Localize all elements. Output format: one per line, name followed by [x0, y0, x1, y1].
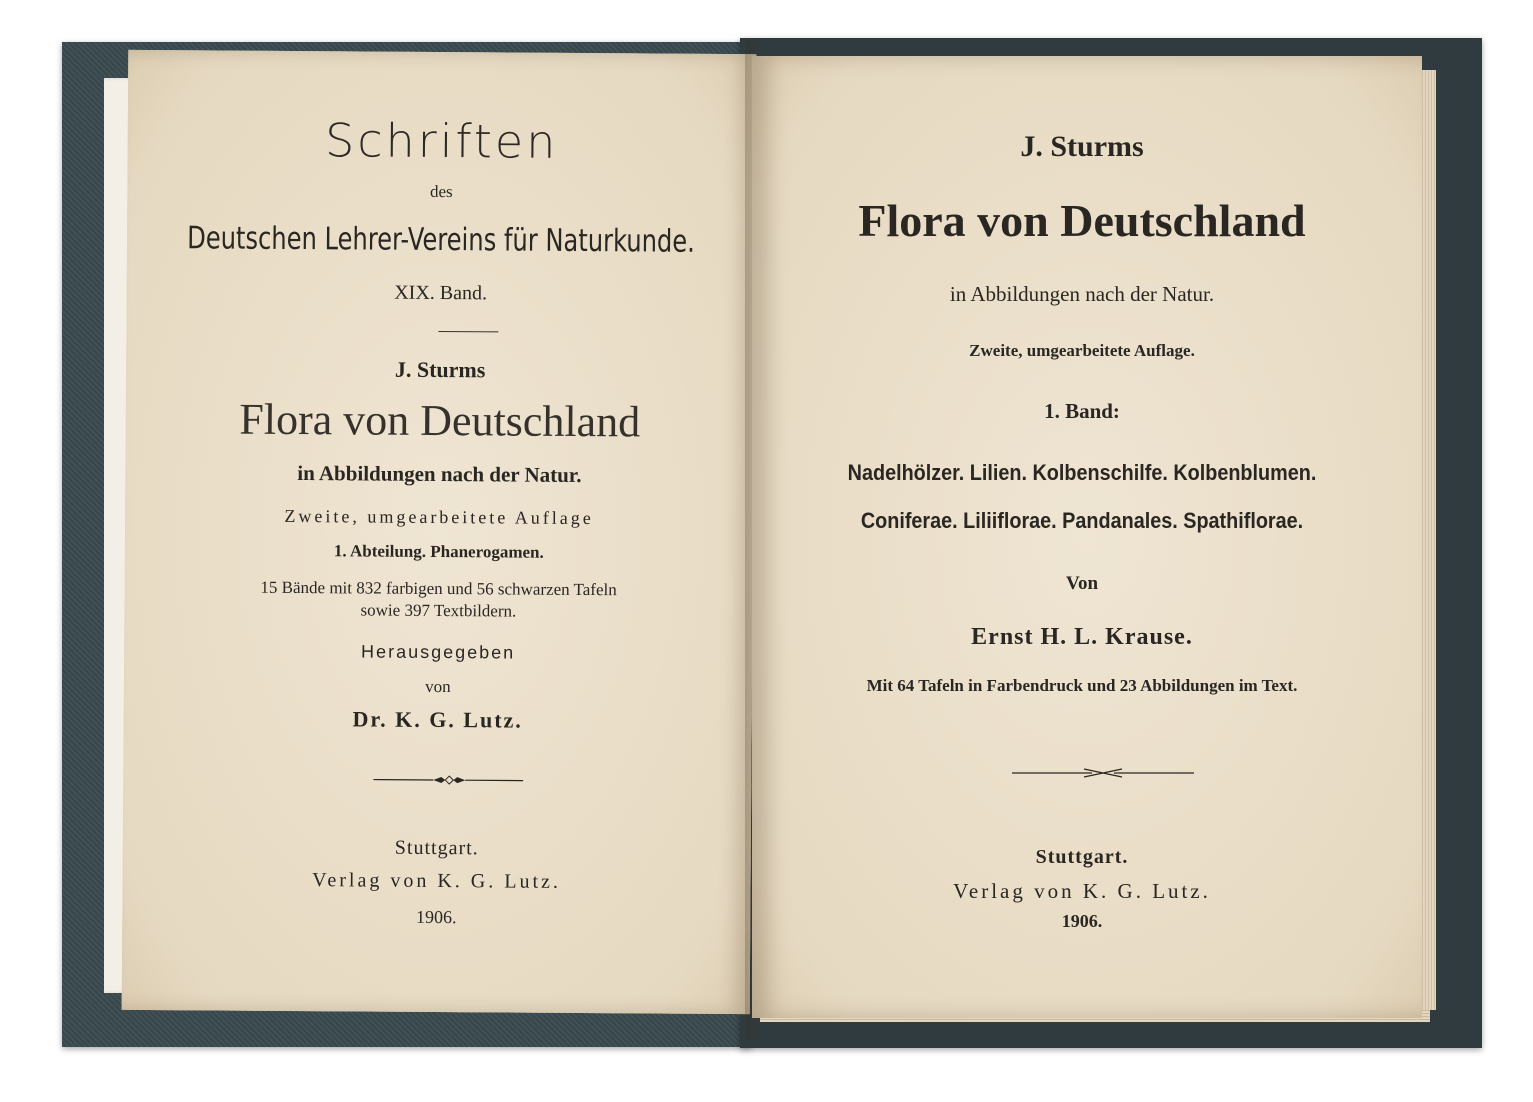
contents-german: Nadelhölzer. Lilien. Kolbenschilfe. Kolbenblumen. — [847, 460, 1317, 485]
edited-label: Herausgegeben — [361, 641, 516, 663]
right-title-page — [752, 56, 1422, 1018]
series-des: des — [429, 181, 453, 202]
series-title: Schriften — [324, 113, 559, 169]
author-name: J. Sturms — [394, 356, 486, 383]
division-note: 1. Abteilung. Phanerogamen. — [333, 541, 544, 562]
edition-note: Zweite, umgearbeitete Auflage. — [969, 341, 1195, 360]
book-title: Flora von Deutschland — [239, 394, 641, 447]
by-label: Von — [1065, 573, 1099, 594]
publication-year: 1906. — [1061, 911, 1103, 931]
left-title-page — [122, 50, 757, 1014]
publication-year: 1906. — [415, 906, 457, 928]
publisher-name: Verlag von K. G. Lutz. — [953, 879, 1211, 903]
plates-note: Mit 64 Tafeln in Farbendruck und 23 Abbildungen im Text. — [866, 676, 1298, 695]
volume-number: XIX. Band. — [394, 281, 488, 305]
publisher-name: Verlag von K. G. Lutz. — [312, 869, 561, 893]
book-title: Flora von Deutschland — [858, 195, 1306, 246]
volume-label: 1. Band: — [1044, 399, 1120, 423]
editor-name: Dr. K. G. Lutz. — [352, 706, 523, 733]
book-subtitle: in Abbildungen nach der Natur. — [297, 461, 582, 487]
book-subtitle: in Abbildungen nach der Natur. — [949, 282, 1215, 306]
author-name: J. Sturms — [1020, 130, 1144, 163]
by-label: von — [425, 676, 451, 697]
contents-latin: Coniferae. Liliiflorae. Pandanales. Spathiflorae. — [860, 508, 1304, 533]
extent-line-2: sowie 397 Textbildern. — [360, 600, 517, 621]
divider-rule — [438, 331, 498, 332]
author-full-name: Ernst H. L. Krause. — [971, 624, 1193, 650]
publisher-city: Stuttgart. — [394, 836, 479, 860]
society-name: Deutschen Lehrer-Vereins für Naturkunde. — [187, 220, 696, 260]
edition-note: Zweite, umgearbeitete Auflage — [284, 505, 594, 529]
page-edges-right — [1420, 70, 1436, 1010]
ornament-left — [373, 774, 523, 787]
extent-line-1: 15 Bände mit 832 farbigen und 56 schwarzen Tafeln — [260, 577, 617, 600]
publisher-city: Stuttgart. — [1035, 846, 1129, 868]
ornament-right — [1012, 767, 1194, 779]
